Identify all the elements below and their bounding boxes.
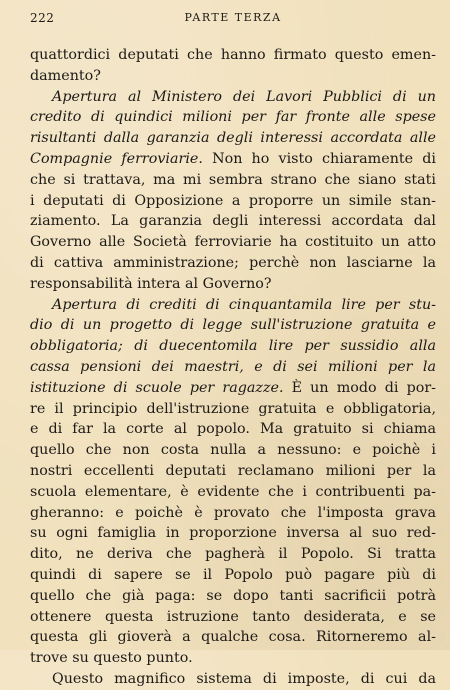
text-line xyxy=(30,295,436,316)
italic-text-segment: risultanti dalla garanzia degli interessi accordata alle xyxy=(30,130,436,147)
text-segment: responsabilità intera al Governo? xyxy=(30,275,272,292)
text-line xyxy=(30,627,436,648)
text-line xyxy=(30,586,436,607)
text-line xyxy=(30,357,436,378)
text-line xyxy=(30,211,436,232)
italic-text-segment: Apertura di crediti di cinquantamila lire per stu- xyxy=(52,296,436,313)
text-segment: damento? xyxy=(30,67,101,84)
text-line xyxy=(30,191,436,212)
text-line xyxy=(30,107,436,128)
text-segment: ottenere questa istruzione tanto desiderata, e se xyxy=(30,608,436,625)
text-line xyxy=(30,315,436,336)
text-line xyxy=(30,399,436,420)
text-segment: dito, ne deriva che pagherà il Popolo. Si tratta xyxy=(30,546,436,563)
text-segment: su ogni famiglia in proporzione inversa al suo red- xyxy=(30,525,436,542)
text-segment: quello che non costa nulla a nessuno: e poichè i xyxy=(30,442,436,459)
text-segment: scuola elementare, è evidente che i contribuenti pa- xyxy=(30,483,436,500)
text-line xyxy=(30,170,436,191)
text-segment: re il principio dell'istruzione gratuita e obbligatoria, xyxy=(30,400,436,417)
text-line xyxy=(30,648,436,669)
text-segment: ziamento. La garanzia degli interessi accordata dal xyxy=(30,213,436,230)
text-line xyxy=(30,607,436,628)
text-segment: È un modo di por- xyxy=(283,379,436,396)
text-segment: i deputati di Opposizione a proporre un simile stan- xyxy=(30,192,436,209)
italic-text-segment: obbligatoria; di duecentomila lire per sussidio alla xyxy=(30,338,436,355)
text-line xyxy=(30,565,436,586)
running-head: PARTE TERZA xyxy=(184,11,282,24)
text-line xyxy=(30,87,436,108)
text-line xyxy=(30,669,436,690)
italic-text-segment: Compagnie ferroviarie. xyxy=(30,150,203,167)
text-segment: di cattiva amministrazione; perchè non lasciarne la xyxy=(30,254,436,271)
text-line xyxy=(30,440,436,461)
italic-text-segment: cassa pensioni dei maestri, e di sei milioni per la xyxy=(30,358,436,375)
italic-text-segment: dio di un progetto di legge sull'istruzione gratuita e xyxy=(30,317,436,334)
page-number: 222 xyxy=(30,11,55,25)
text-line xyxy=(30,461,436,482)
text-line xyxy=(30,45,436,66)
text-line xyxy=(30,149,436,170)
text-segment: quello che già paga: se dopo tanti sacrificii potrà xyxy=(30,587,436,604)
body-text xyxy=(30,45,436,690)
text-line xyxy=(30,503,436,524)
text-line xyxy=(30,523,436,544)
text-line xyxy=(30,419,436,440)
text-segment: gheranno: e poichè è provato che l'imposta grava xyxy=(30,504,436,521)
text-segment: quindi di sapere se il Popolo può pagare più di xyxy=(30,566,436,583)
text-line xyxy=(30,274,436,295)
text-segment: che si trattava, ma mi sembra strano che siano stati xyxy=(30,171,436,188)
text-segment: e di far la corte al popolo. Ma gratuito si chiama xyxy=(30,421,436,438)
text-segment: quattordici deputati che hanno firmato questo emen- xyxy=(30,47,436,63)
text-line xyxy=(30,232,436,253)
text-line xyxy=(30,336,436,357)
text-segment: Non ho visto chiaramente di xyxy=(202,150,436,167)
italic-text-segment: Apertura al Ministero dei Lavori Pubblici di un xyxy=(52,88,436,105)
italic-text-segment: istituzione di scuole per ragazze. xyxy=(30,379,284,396)
text-line xyxy=(30,253,436,274)
text-line xyxy=(30,482,436,503)
text-segment: questa gli gioverà a qualche cosa. Ritorneremo al- xyxy=(30,629,436,646)
text-segment: Questo magnifico sistema di imposte, di cui da xyxy=(52,670,436,687)
page-header xyxy=(30,11,436,29)
text-line xyxy=(30,544,436,565)
italic-text-segment: credito di quindici milioni per far fronte alle spese xyxy=(30,109,436,126)
text-line xyxy=(30,128,436,149)
text-line xyxy=(30,66,436,87)
text-segment: Governo alle Società ferroviarie ha costituito un atto xyxy=(30,234,436,251)
text-segment: nostri eccellenti deputati reclamano milioni per la xyxy=(30,462,436,479)
text-segment: trove su questo punto. xyxy=(30,650,193,667)
text-line xyxy=(30,378,436,399)
